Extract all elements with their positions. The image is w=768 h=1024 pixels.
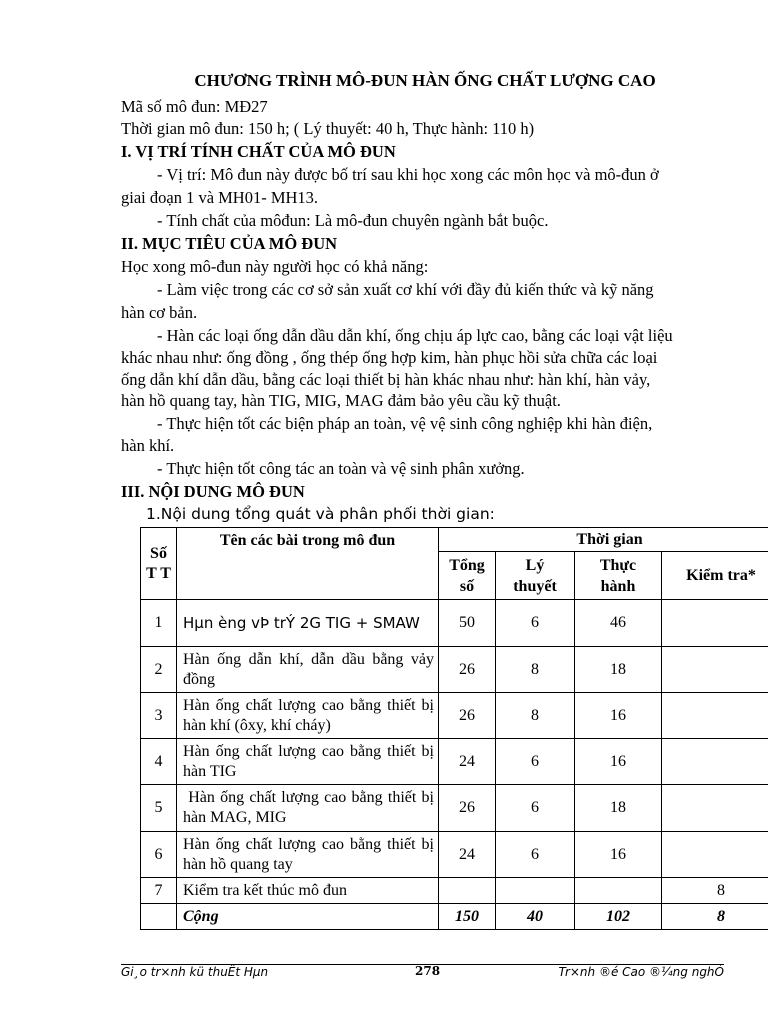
s2-line-2: hàn cơ bản. bbox=[121, 303, 198, 322]
row-theory: 6 bbox=[496, 785, 575, 832]
row-practice bbox=[575, 878, 662, 904]
time-distribution-table bbox=[140, 527, 768, 930]
s1-line-1: - Vị trí: Mô đun này được bố trí sau khi học xong các môn học và mô-đun ở bbox=[157, 165, 659, 184]
row-practice: 18 bbox=[575, 647, 662, 693]
row-theory: 6 bbox=[496, 600, 575, 647]
row-test bbox=[662, 600, 768, 647]
row-theory: 8 bbox=[496, 647, 575, 693]
total-hours: 150 bbox=[439, 904, 496, 930]
footer-level: Tr×nh ®é Cao ®¼ng nghÒ bbox=[558, 965, 724, 979]
table-row bbox=[141, 785, 768, 832]
row-theory: 6 bbox=[496, 739, 575, 785]
page-number: 278 bbox=[415, 964, 441, 978]
page-title: CHƯƠNG TRÌNH MÔ-ĐUN HÀN ỐNG CHẤT LƯỢNG CAO bbox=[194, 71, 656, 90]
row-total: 26 bbox=[439, 693, 496, 739]
row-total: 50 bbox=[439, 600, 496, 647]
table-row bbox=[141, 600, 768, 647]
module-duration: Thời gian mô đun: 150 h; ( Lý thuyết: 40 h, Thực hành: 110 h) bbox=[121, 119, 535, 138]
row-test: 8 bbox=[662, 878, 768, 904]
table-row bbox=[141, 647, 768, 693]
s2-line-8: hàn khí. bbox=[121, 436, 175, 455]
row-lesson-name: Hàn ống chất lượng cao bằng thiết bị hàn TIG bbox=[177, 739, 439, 785]
row-stt: 3 bbox=[141, 693, 177, 739]
total-test: 8 bbox=[662, 904, 768, 930]
s2-line-5: ống dẫn khí dẫn dầu, bằng các loại thiết bị hàn khác nhau như: hàn khí, hàn vảy, bbox=[121, 370, 651, 389]
row-practice: 18 bbox=[575, 785, 662, 832]
s2-line-3: - Hàn các loại ống dẫn dầu dẫn khí, ống chịu áp lực cao, bằng các loại vật liệu bbox=[157, 326, 673, 345]
row-stt: 7 bbox=[141, 878, 177, 904]
row-stt: 5 bbox=[141, 785, 177, 832]
row-stt: 6 bbox=[141, 832, 177, 878]
section-3-subheading: 1.Nội dung tổng quát và phân phối thời gian: bbox=[146, 505, 495, 523]
header-stt: Số T T bbox=[141, 528, 177, 600]
row-lesson-name: Hµn èng vÞ trÝ 2G TIG + SMAW bbox=[177, 600, 439, 647]
row-lesson-name: Hàn ống dẫn khí, dẫn dầu bằng vảy đồng bbox=[177, 647, 439, 693]
row-stt: 2 bbox=[141, 647, 177, 693]
row-practice: 16 bbox=[575, 832, 662, 878]
s2-line-9: - Thực hiện tốt công tác an toàn và vệ sinh phân xưởng. bbox=[157, 459, 525, 478]
module-code: Mã số mô đun: MĐ27 bbox=[121, 97, 268, 116]
row-test bbox=[662, 832, 768, 878]
header-time: Thời gian bbox=[439, 528, 768, 552]
row-theory: 6 bbox=[496, 832, 575, 878]
row-theory bbox=[496, 878, 575, 904]
total-label: Cộng bbox=[177, 904, 439, 930]
row-test bbox=[662, 693, 768, 739]
total-theory: 40 bbox=[496, 904, 575, 930]
row-stt: 1 bbox=[141, 600, 177, 647]
row-practice: 46 bbox=[575, 600, 662, 647]
table-row bbox=[141, 832, 768, 878]
s2-line-4: khác nhau như: ống đồng , ống thép ống hợp kim, hàn phục hồi sửa chữa các loại bbox=[121, 348, 658, 367]
page-footer bbox=[121, 964, 724, 982]
total-practice: 102 bbox=[575, 904, 662, 930]
section-2-heading: II. MỤC TIÊU CỦA MÔ ĐUN bbox=[121, 234, 338, 253]
header-practice: Thực hành bbox=[575, 552, 662, 600]
header-total: Tổng số bbox=[439, 552, 496, 600]
s2-line-1: - Làm việc trong các cơ sở sản xuất cơ khí với đầy đủ kiến thức và kỹ năng bbox=[157, 280, 654, 299]
footer-book-title: Gi¸o tr×nh kü thuËt Hµn bbox=[121, 965, 269, 979]
row-total: 24 bbox=[439, 739, 496, 785]
row-stt-empty bbox=[141, 904, 177, 930]
row-practice: 16 bbox=[575, 693, 662, 739]
row-test bbox=[662, 785, 768, 832]
s1-line-2: giai đoạn 1 và MH01- MH13. bbox=[121, 188, 319, 207]
section-1-heading: I. VỊ TRÍ TÍNH CHẤT CỦA MÔ ĐUN bbox=[121, 142, 396, 161]
row-lesson-name: Kiểm tra kết thúc mô đun bbox=[177, 878, 439, 904]
row-theory: 8 bbox=[496, 693, 575, 739]
row-stt: 4 bbox=[141, 739, 177, 785]
header-lesson-name: Tên các bài trong mô đun bbox=[177, 528, 439, 600]
s2-line-6: hàn hồ quang tay, hàn TIG, MIG, MAG đảm bảo yêu cầu kỹ thuật. bbox=[121, 391, 561, 410]
table-row bbox=[141, 693, 768, 739]
row-total: 26 bbox=[439, 647, 496, 693]
row-lesson-name: Hàn ống chất lượng cao bằng thiết bị hàn khí (ôxy, khí cháy) bbox=[177, 693, 439, 739]
row-practice: 16 bbox=[575, 739, 662, 785]
table-total-row bbox=[141, 904, 768, 930]
s1-line-3: - Tính chất của môđun: Là mô-đun chuyên ngành bắt buộc. bbox=[157, 211, 549, 230]
row-test bbox=[662, 739, 768, 785]
row-test bbox=[662, 647, 768, 693]
s2-intro: Học xong mô-đun này người học có khả năng: bbox=[121, 257, 429, 276]
header-theory: Lý thuyết bbox=[496, 552, 575, 600]
row-total: 24 bbox=[439, 832, 496, 878]
section-3-heading: III. NỘI DUNG MÔ ĐUN bbox=[121, 482, 305, 501]
table-row bbox=[141, 739, 768, 785]
header-test: Kiểm tra* bbox=[662, 552, 768, 600]
row-lesson-name: Hàn ống chất lượng cao bằng thiết bị hàn hồ quang tay bbox=[177, 832, 439, 878]
row-lesson-name: Hàn ống chất lượng cao bằng thiết bị hàn MAG, MIG bbox=[177, 785, 439, 832]
row-total bbox=[439, 878, 496, 904]
table-row bbox=[141, 878, 768, 904]
row-total: 26 bbox=[439, 785, 496, 832]
s2-line-7: - Thực hiện tốt các biện pháp an toàn, vệ vệ sinh công nghiệp khi hàn điện, bbox=[157, 414, 653, 433]
